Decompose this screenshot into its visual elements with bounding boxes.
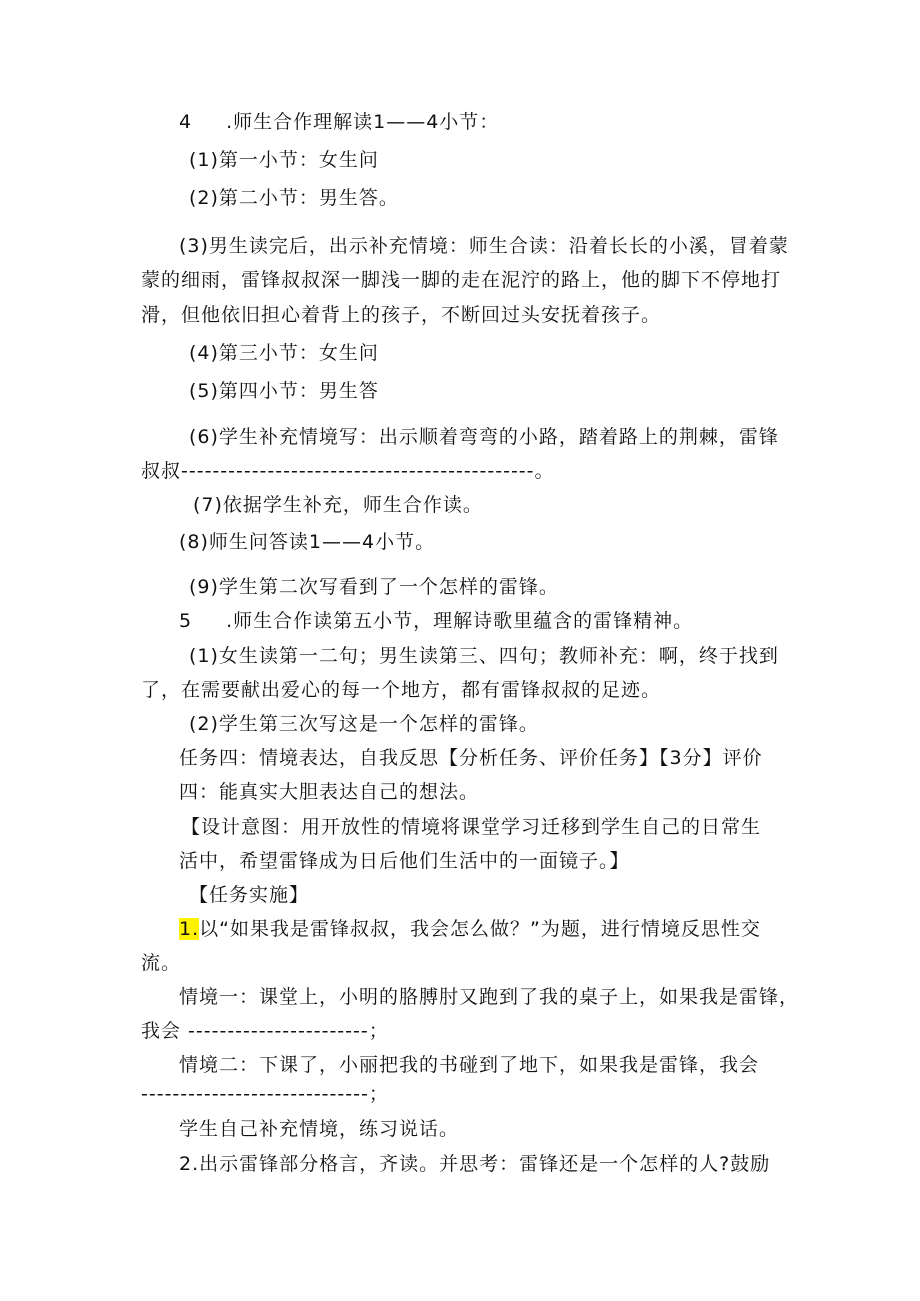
implementation-heading: 【任务实施】 <box>189 884 310 906</box>
section-5-heading <box>179 609 693 633</box>
paragraph-line: 蒙的细雨，雷锋叔叔深一脚浅一脚的走在泥泞的路上，他的脚下不停地打 <box>141 269 782 291</box>
scenario-line: 情境二：下课了，小丽把我的书碰到了地下，如果我是雷锋，我会 <box>179 1054 760 1076</box>
design-intent-line: 活中，希望雷锋成为日后他们生活中的一面镜子。】 <box>179 850 630 872</box>
fill-blank-line: 我会 -----------------------； <box>141 1020 389 1042</box>
paragraph: (8)师生问答读1——4小节。 <box>179 531 436 553</box>
item-text: 以“如果我是雷锋叔叔，我会怎么做？”为题，进行情境反思性交 <box>199 918 761 940</box>
scenario-line: 情境一：课堂上，小明的胳膊肘又跑到了我的桌子上，如果我是雷锋， <box>179 986 800 1008</box>
paragraph-line: 滑，但他依旧担心着背上的孩子，不断回过头安抚着孩子。 <box>141 304 662 326</box>
paragraph: (7)依据学生补充，师生合作读。 <box>193 494 483 516</box>
paragraph: (1)第一小节：女生问 <box>189 149 379 171</box>
paragraph: 2.出示雷锋部分格言，齐读。并思考：雷锋还是一个怎样的人?鼓励 <box>179 1153 771 1175</box>
section-number: 5 <box>179 610 193 632</box>
paragraph-line: 流。 <box>141 952 182 974</box>
highlighted-number: 1. <box>179 918 200 940</box>
paragraph-line: 了，在需要献出爱心的每一个地方，都有雷锋叔叔的足迹。 <box>141 679 662 701</box>
section-title: .师生合作读第五小节，理解诗歌里蕴含的雷锋精神。 <box>226 610 694 632</box>
paragraph: 学生自己补充情境，练习说话。 <box>179 1118 460 1140</box>
task-heading-line: 四：能真实大胆表达自己的想法。 <box>179 781 480 803</box>
paragraph: (4)第三小节：女生问 <box>189 342 379 364</box>
paragraph: (5)第四小节：男生答 <box>189 380 379 402</box>
task-heading-line: 任务四：情境表达，自我反思【分析任务、评价任务】【3分】评价 <box>179 747 763 769</box>
paragraph: (2)学生第三次写这是一个怎样的雷锋。 <box>189 713 539 735</box>
item-1-line <box>179 917 761 941</box>
fill-blank-line: 叔叔---------------------------------------------。 <box>141 460 555 482</box>
paragraph: (2)第二小节：男生答。 <box>189 187 399 209</box>
fill-blank-line: -----------------------------； <box>141 1083 389 1105</box>
section-title: .师生合作理解读1——4小节： <box>226 111 500 133</box>
section-number: 4 <box>179 111 193 133</box>
section-4-heading <box>179 110 499 134</box>
design-intent-line: 【设计意图：用开放性的情境将课堂学习迁移到学生自己的日常生 <box>181 816 762 838</box>
paragraph-line: (6)学生补充情境写：出示顺着弯弯的小路，踏着路上的荆棘，雷锋 <box>189 426 779 448</box>
paragraph: (9)学生第二次写看到了一个怎样的雷锋。 <box>189 576 559 598</box>
paragraph-line: (3)男生读完后，出示补充情境：师生合读：沿着长长的小溪，冒着蒙 <box>179 235 789 257</box>
paragraph-line: (1)女生读第一二句；男生读第三、四句；教师补充：啊，终于找到 <box>189 645 779 667</box>
